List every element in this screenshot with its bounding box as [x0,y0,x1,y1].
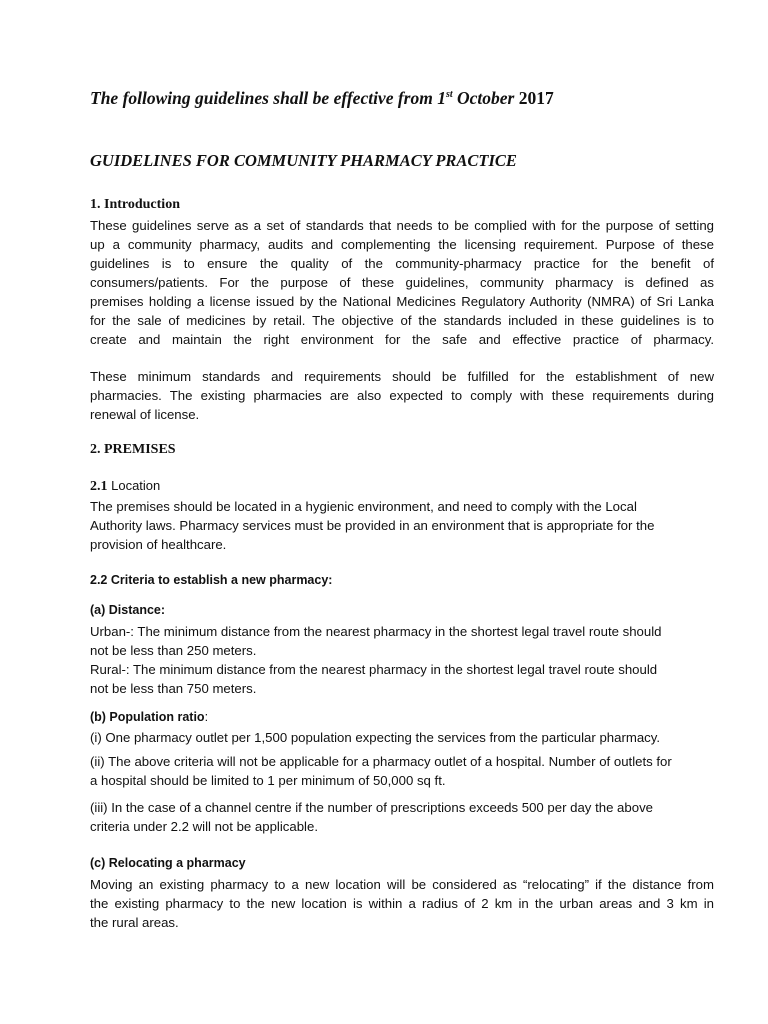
text-line: renewal of license. [90,407,200,422]
population-item-1 [90,728,714,747]
effective-date-line [90,88,554,109]
population-heading-colon: : [204,710,209,724]
location-heading [90,478,160,495]
effective-date-ordinal: st [445,89,453,101]
relocating-paragraph [90,875,714,932]
text-line: create and maintain the right environment for the safe and effective practice of pharmacy. [90,332,714,347]
text-line: criteria under 2.2 will not be applicable. [90,819,318,834]
text-line: Urban-: The minimum distance from the nearest pharmacy in the shortest legal travel route should [90,624,662,639]
location-number: 2.1 [90,479,108,494]
document-title: GUIDELINES FOR COMMUNITY PHARMACY PRACTICE [90,151,517,170]
text-line: for the sale of medicines by retail. The objective of the standards included in these guidelines is to [90,313,714,328]
text-line: The premises should be located in a hygienic environment, and need to comply with the Local [90,499,637,514]
effective-date-month: October [452,88,515,108]
text-line: the existing pharmacy to the new location is within a radius of 2 km in the urban areas and 3 km in [90,896,714,911]
text-line: Authority laws. Pharmacy services must be provided in an environment that is appropriate for the [90,518,655,533]
text-line: (ii) The above criteria will not be applicable for a pharmacy outlet of a hospital. Number of outlets for [90,754,672,769]
text-line: (iii) In the case of a channel centre if the number of prescriptions exceeds 500 per day the above [90,800,653,815]
population-heading [90,710,208,724]
text-line: pharmacies. The existing pharmacies are also expected to comply with these requirements during [90,388,714,403]
distance-heading: (a) Distance: [90,603,166,617]
text-line: These guidelines serve as a set of standards that needs to be complied with for the purpose of setting [90,218,714,233]
population-item-2 [90,752,714,790]
text-line: consumers/patients. For the purpose of these guidelines, community pharmacy is defined as [90,275,714,290]
introduction-paragraph-1 [90,216,714,349]
population-item-3 [90,798,714,836]
population-heading-text: (b) Population ratio [90,710,205,724]
text-line: provision of healthcare. [90,537,227,552]
text-line: (i) One pharmacy outlet per 1,500 population expecting the services from the particular pharmacy. [90,730,661,745]
distance-paragraph [90,622,714,698]
text-line: a hospital should be limited to 1 per minimum of 50,000 sq ft. [90,773,446,788]
text-line: These minimum standards and requirements should be fulfilled for the establishment of new [90,369,714,384]
introduction-heading: 1. Introduction [90,197,180,212]
location-label: Location [107,478,161,493]
text-line: premises holding a license issued by the National Medicines Regulatory Authority (NMRA) of Sri Lanka [90,294,714,309]
premises-heading: 2. PREMISES [90,442,176,457]
criteria-heading: 2.2 Criteria to establish a new pharmacy: [90,573,333,587]
introduction-paragraph-2 [90,367,714,424]
text-line: the rural areas. [90,915,179,930]
text-line: up a community pharmacy, audits and complementing the licensing requirement. Purpose of these [90,237,714,252]
text-line: Moving an existing pharmacy to a new location will be considered as “relocating” if the distance from [90,877,714,892]
relocating-heading: (c) Relocating a pharmacy [90,856,246,870]
text-line: Rural-: The minimum distance from the nearest pharmacy in the shortest legal travel route should [90,662,658,677]
effective-date-year: 2017 [514,88,554,108]
effective-date-text: The following guidelines shall be effective from 1 [90,88,446,108]
text-line: guidelines is to ensure the quality of the community-pharmacy practice for the benefit of [90,256,714,271]
text-line: not be less than 750 meters. [90,681,257,696]
text-line: not be less than 250 meters. [90,643,257,658]
location-paragraph [90,497,714,554]
